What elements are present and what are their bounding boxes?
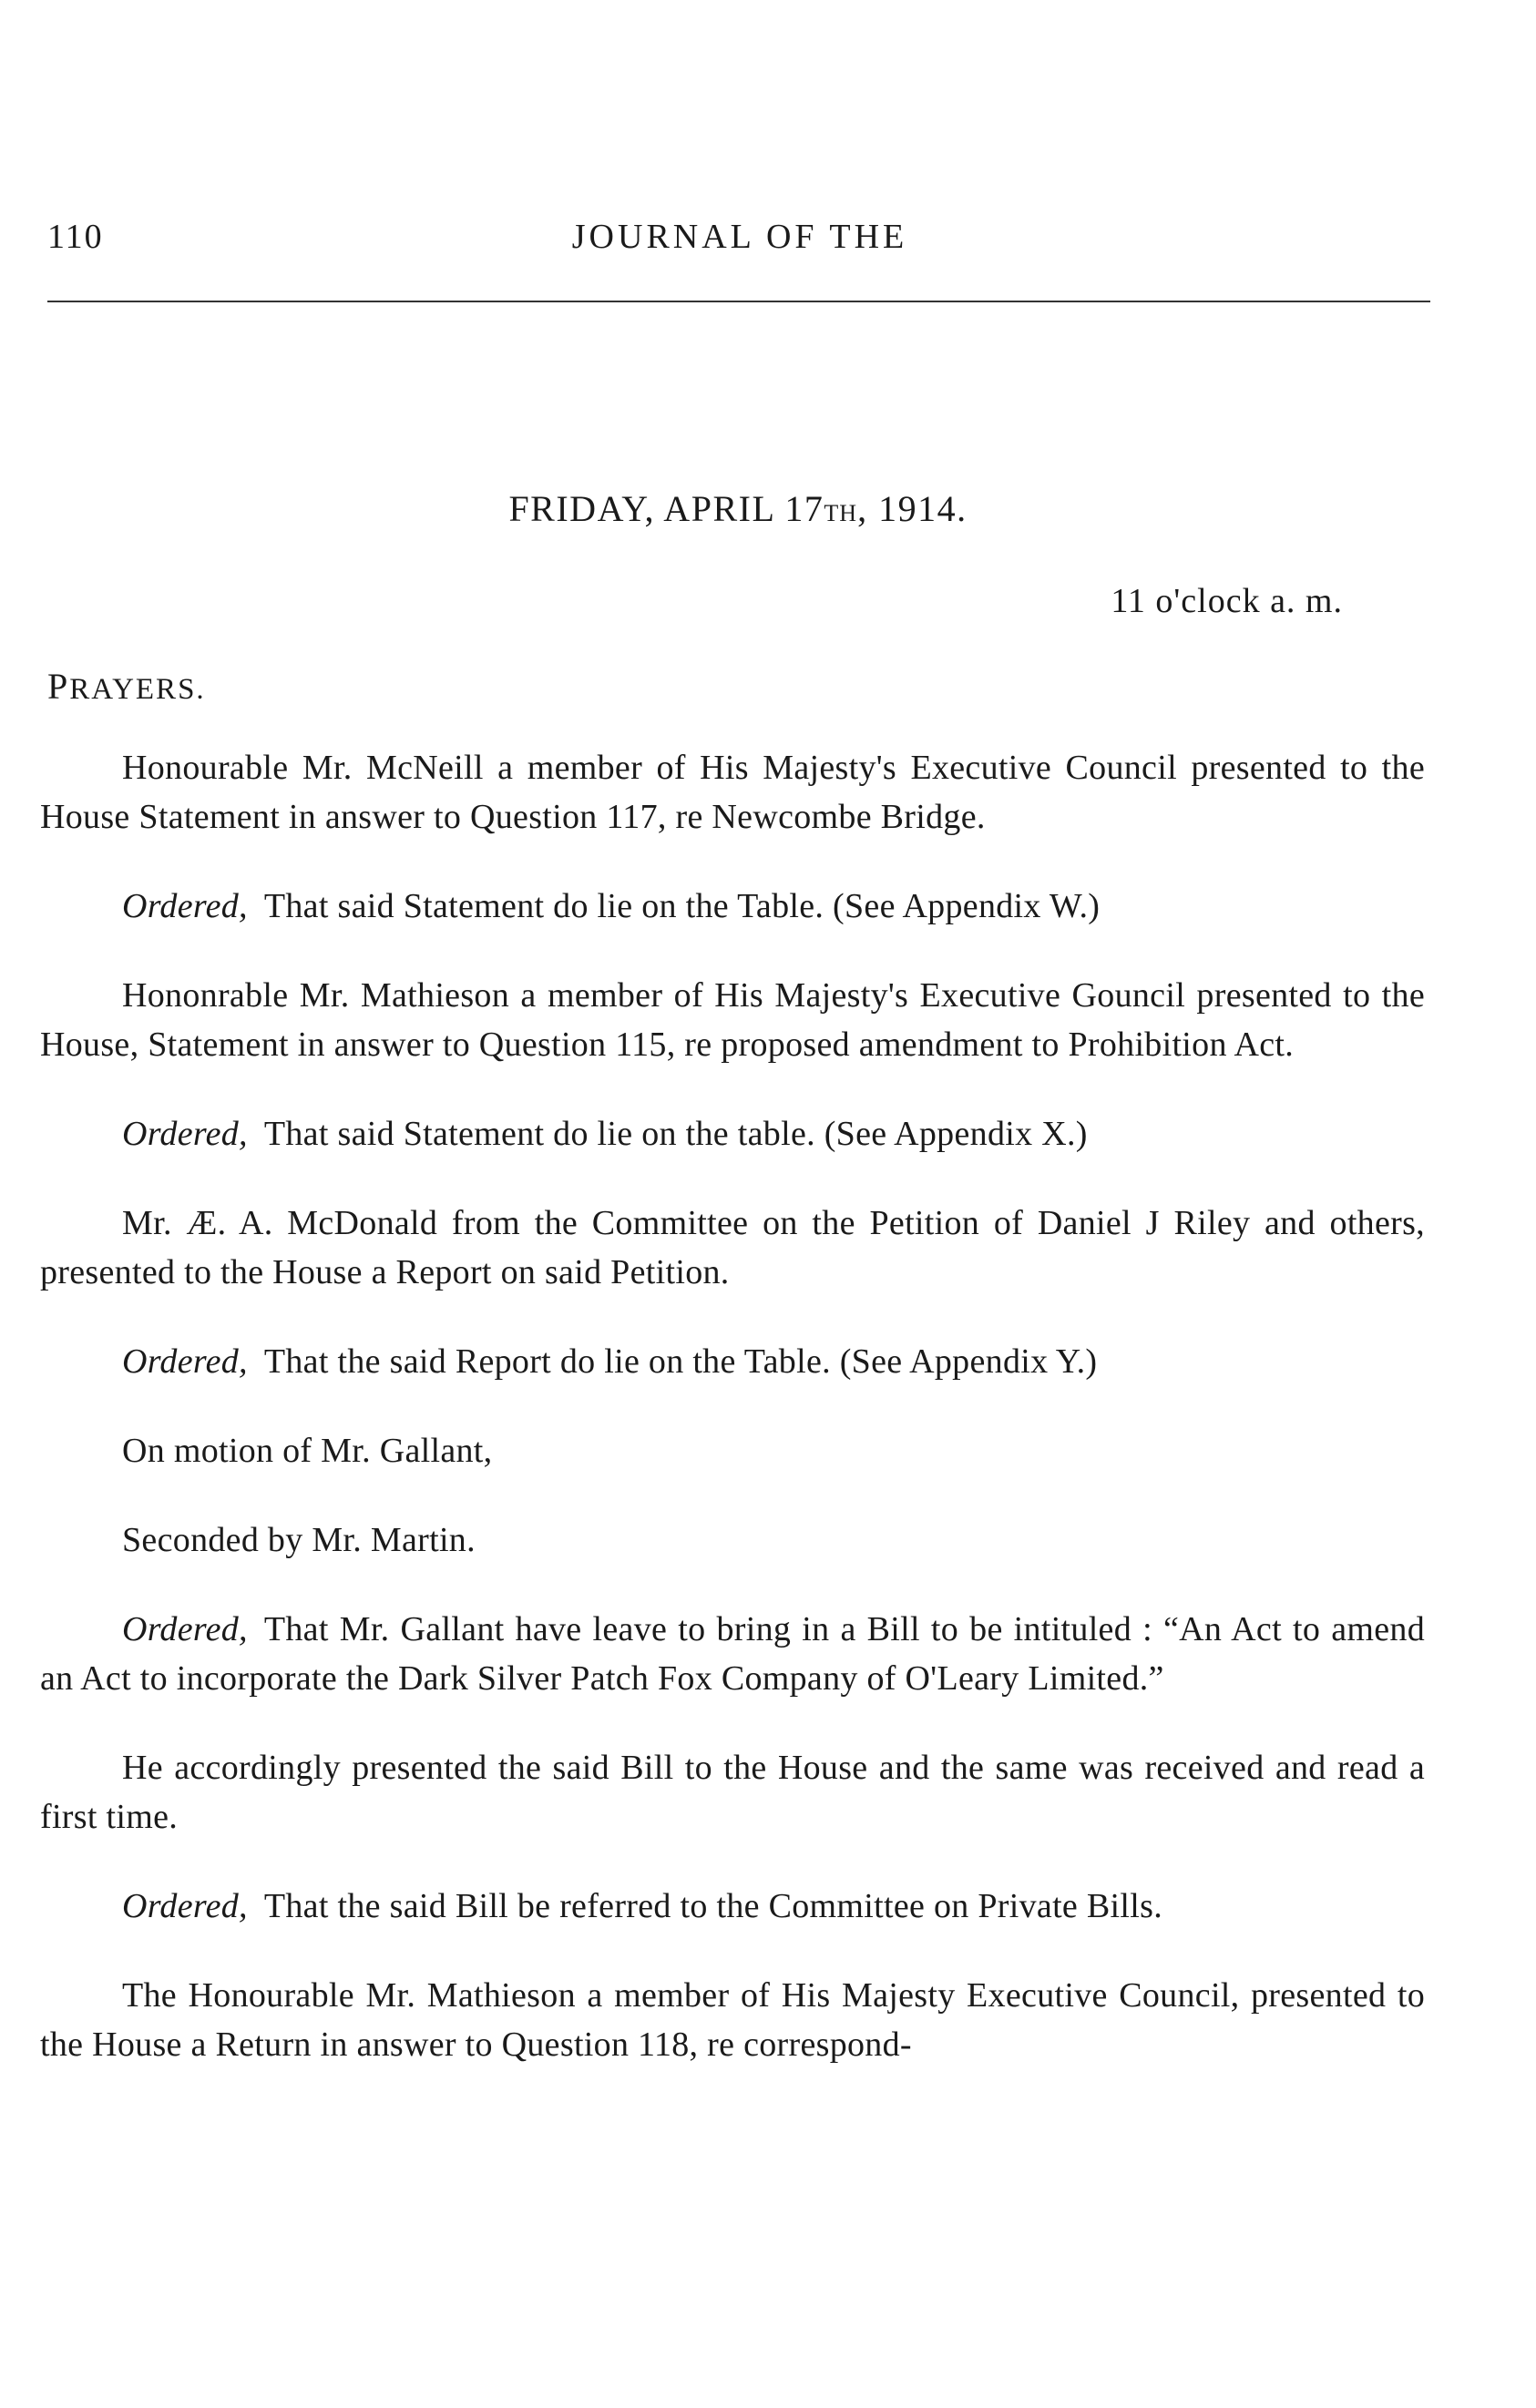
paragraph — [40, 1515, 1425, 1565]
ordered-label: Ordered, — [122, 887, 248, 925]
prayers-initial: P — [47, 666, 70, 707]
paragraph-text: Mr. Æ. A. McDonald from the Committee on the Petition of Daniel J Riley and others, presented to the House a Report on said Petition. — [40, 1204, 1425, 1291]
journal-title: JOURNAL OF THE — [571, 218, 908, 256]
paragraph — [40, 1109, 1425, 1158]
paragraph-text: He accordingly presented the said Bill to the House and the same was received and read a first time. — [40, 1749, 1425, 1836]
ordered-label: Ordered, — [122, 1342, 248, 1381]
session-date-main: FRIDAY, APRIL 17 — [508, 488, 824, 529]
paragraph — [40, 882, 1425, 931]
session-time: 11 o'clock a. m. — [1111, 582, 1343, 620]
paragraph-text: Seconded by Mr. Martin. — [122, 1521, 476, 1559]
paragraph-text: On motion of Mr. Gallant, — [122, 1432, 493, 1470]
paragraph-text: That the said Report do lie on the Table. (See Appendix Y.) — [263, 1342, 1098, 1381]
prayers-rest: RAYERS. — [69, 673, 206, 706]
paragraph — [40, 971, 1425, 1069]
paragraph — [40, 1426, 1425, 1475]
paragraph-text: That said Statement do lie on the table. (See Appendix X.) — [263, 1115, 1088, 1153]
journal-body — [40, 743, 1425, 2109]
paragraph — [40, 1971, 1425, 2069]
running-head — [47, 217, 1432, 271]
paragraph-text: That the said Bill be referred to the Committee on Private Bills. — [263, 1887, 1163, 1925]
paragraph — [40, 743, 1425, 842]
paragraph-text: That said Statement do lie on the Table. (See Appendix W.) — [263, 887, 1101, 925]
paragraph — [40, 1605, 1425, 1703]
session-date-suffix: TH — [824, 500, 858, 526]
paragraph-text: That Mr. Gallant have leave to bring in a Bill to be intituled : “An Act to amend an Act to incorporate the Dark Silver Patch Fox Company of O'Leary Limited.” — [40, 1610, 1425, 1698]
ordered-label: Ordered, — [122, 1610, 248, 1648]
page-number: 110 — [47, 218, 104, 256]
paragraph-text: Hononrable Mr. Mathieson a member of His Majesty's Executive Gouncil presented to the House, Statement in answer to Question 115, re proposed amendment to Prohibition Act. — [40, 976, 1425, 1064]
paragraph-text: Honourable Mr. McNeill a member of His Majesty's Executive Council presented to the House Statement in answer to Question 117, re Newcombe Bridge. — [40, 749, 1425, 836]
prayers-heading — [47, 665, 206, 708]
paragraph — [40, 1199, 1425, 1297]
paragraph — [40, 1743, 1425, 1842]
paragraph-text: The Honourable Mr. Mathieson a member of His Majesty Executive Council, presented to the House a Return in answer to Question 118, re correspond- — [40, 1976, 1425, 2064]
session-date-year: , 1914. — [857, 488, 968, 529]
paragraph — [40, 1882, 1425, 1931]
ordered-label: Ordered, — [122, 1887, 248, 1925]
session-date — [0, 487, 1476, 530]
header-rule — [47, 301, 1430, 302]
paragraph — [40, 1337, 1425, 1386]
ordered-label: Ordered, — [122, 1115, 248, 1153]
